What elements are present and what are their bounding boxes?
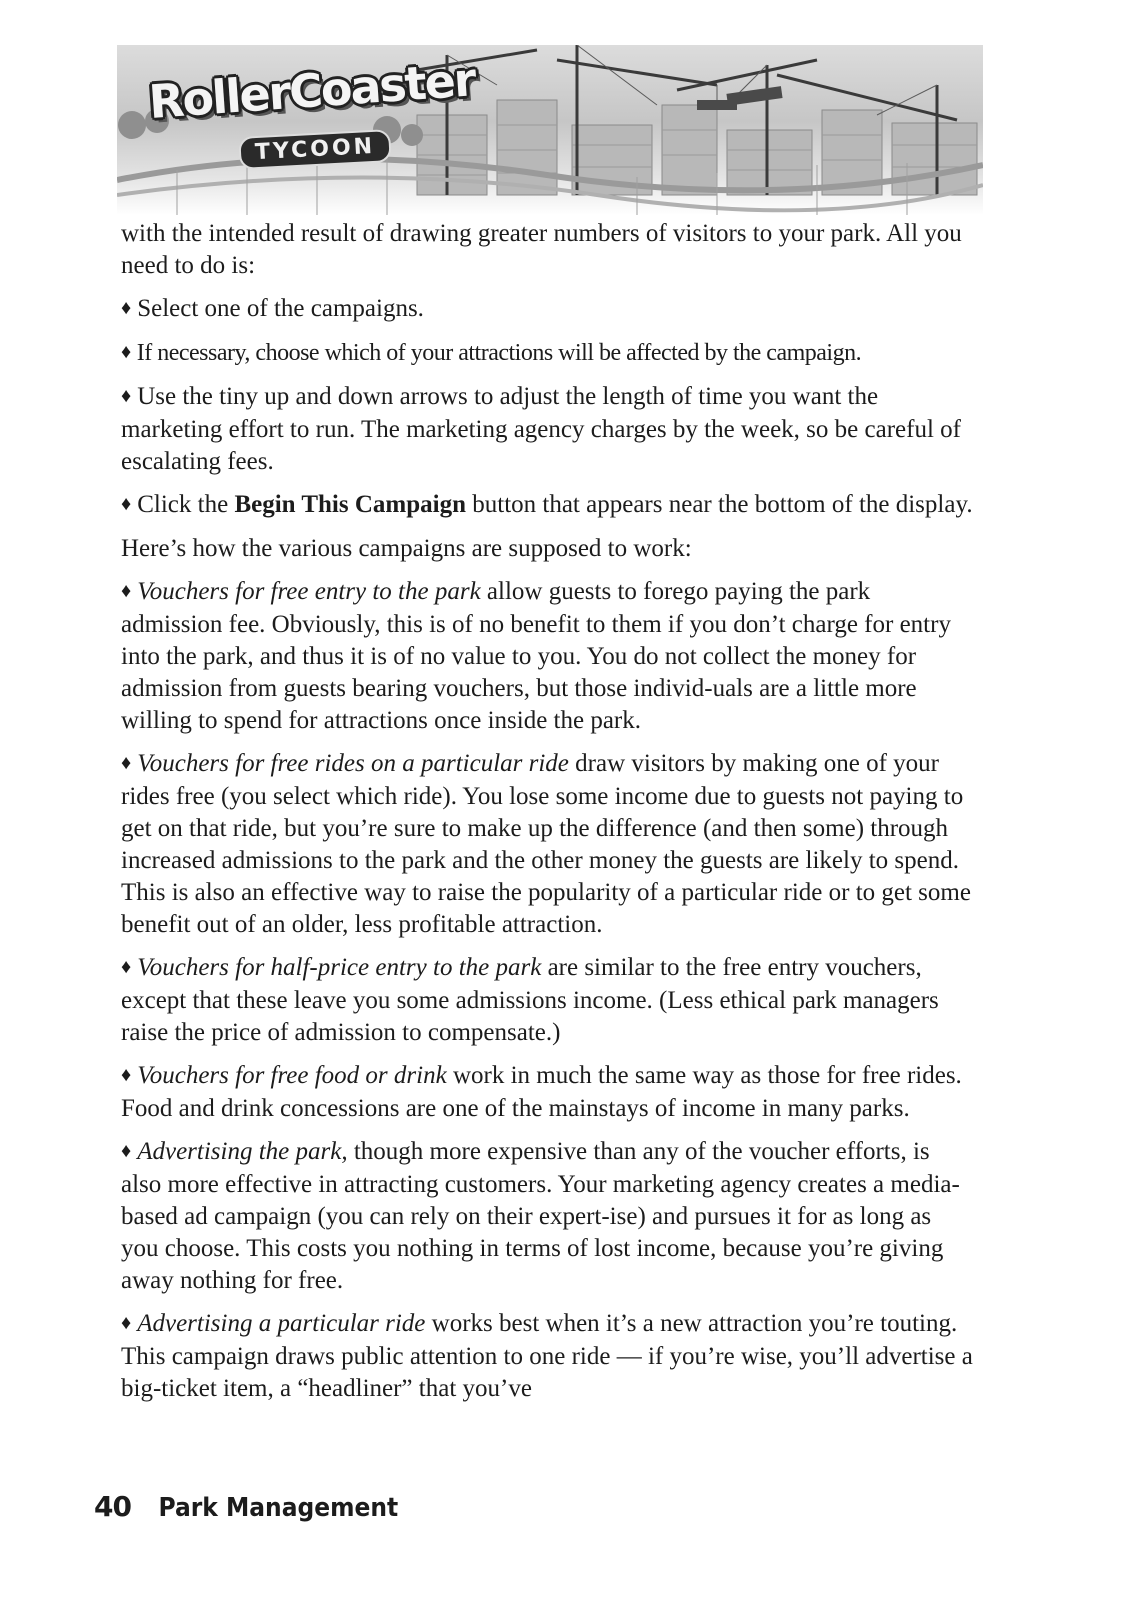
header-banner bbox=[117, 45, 983, 215]
step-text-pre: Click the bbox=[137, 491, 229, 518]
campaign-description: though more expensive than any of the voucher efforts, is also more effective in attracting customers. Your marketing agency creates a media-based ad campaign (you can rely on their expert-ise) and pursues it for as long as you choose. This costs you nothing in terms of lost income, because you’re giving away nothing for free. bbox=[121, 1138, 960, 1294]
diamond-bullet-icon: ♦ bbox=[121, 580, 132, 602]
logo-sub-text: TYCOON bbox=[238, 129, 392, 170]
diamond-bullet-icon: ♦ bbox=[121, 385, 132, 407]
intro-paragraph: with the intended result of drawing greater numbers of visitors to your park. All you need to do is: bbox=[121, 220, 962, 279]
lead-paragraph: Here’s how the various campaigns are supposed to work: bbox=[121, 535, 692, 562]
step-item bbox=[121, 381, 973, 478]
campaign-term: Vouchers for free entry to the park bbox=[137, 578, 481, 605]
step-text-post: button that appears near the bottom of the display. bbox=[472, 491, 973, 518]
button-name-emphasis: Begin This Campaign bbox=[234, 491, 466, 518]
step-item bbox=[121, 489, 973, 522]
logo-main-text: RollerCoaster bbox=[147, 52, 477, 129]
campaign-item bbox=[121, 1060, 973, 1125]
diamond-bullet-icon: ♦ bbox=[121, 1064, 132, 1086]
step-text: If necessary, choose which of your attractions will be affected by the campaign. bbox=[136, 340, 862, 366]
campaign-term: Advertising the park, bbox=[137, 1138, 348, 1165]
campaign-description: works best when it’s a new attraction you’re touting. This campaign draws public attention to one ride — if you’re wise, you’ll advertise a big-ticket item, a “headliner” that you’ve bbox=[121, 1310, 973, 1402]
campaign-description: draw visitors by making one of your rides free (you select which ride). You lose some income due to guests not paying to get on that ride, but you’re sure to make up the difference (and then some) through increased admissions to the park and the other money the guests are likely to spend. This is also an effective way to raise the popularity of a particular ride or to get some benefit out of an older, less profitable attraction. bbox=[121, 750, 971, 938]
campaign-item bbox=[121, 1136, 973, 1297]
diamond-bullet-icon: ♦ bbox=[121, 341, 131, 363]
campaign-item bbox=[121, 576, 973, 737]
diamond-bullet-icon: ♦ bbox=[121, 297, 132, 319]
page-footer bbox=[94, 1490, 398, 1530]
campaign-item bbox=[121, 1308, 973, 1405]
campaign-term: Vouchers for free food or drink bbox=[137, 1062, 447, 1089]
section-title: Park Management bbox=[158, 1493, 399, 1523]
step-text: Select one of the campaigns. bbox=[137, 295, 424, 322]
diamond-bullet-icon: ♦ bbox=[121, 956, 132, 978]
campaign-term: Vouchers for free rides on a particular ride bbox=[137, 750, 569, 777]
campaign-description: are similar to the free entry vouchers, except that these leave you some admissions income. (Less ethical park managers raise the price of admission to compensate.) bbox=[121, 954, 939, 1046]
campaign-item bbox=[121, 748, 973, 941]
diamond-bullet-icon: ♦ bbox=[121, 493, 132, 515]
step-text: Use the tiny up and down arrows to adjust the length of time you want the marketing effort to run. The marketing agency charges by the week, so be careful of escalating fees. bbox=[121, 383, 961, 475]
page-body bbox=[121, 218, 973, 1416]
campaign-description: allow guests to forego paying the park admission fee. Obviously, this is of no benefit to them if you don’t charge for entry into the park, and thus it is of no value to you. You do not collect the money for admission from guests bearing vouchers, but those individ-uals are a little more willing to spend for attractions once inside the park. bbox=[121, 578, 951, 734]
step-item bbox=[121, 337, 973, 370]
step-item bbox=[121, 293, 973, 326]
page-number: 40 bbox=[94, 1490, 131, 1523]
rollercoaster-tycoon-logo bbox=[121, 53, 511, 203]
campaign-term: Vouchers for half-price entry to the park bbox=[137, 954, 542, 981]
diamond-bullet-icon: ♦ bbox=[121, 1312, 132, 1334]
diamond-bullet-icon: ♦ bbox=[121, 752, 132, 774]
campaign-term: Advertising a particular ride bbox=[137, 1310, 426, 1337]
diamond-bullet-icon: ♦ bbox=[121, 1140, 132, 1162]
campaign-description: work in much the same way as those for free rides. Food and drink concessions are one of the mainstays of income in many parks. bbox=[121, 1062, 962, 1122]
campaign-item bbox=[121, 952, 973, 1049]
